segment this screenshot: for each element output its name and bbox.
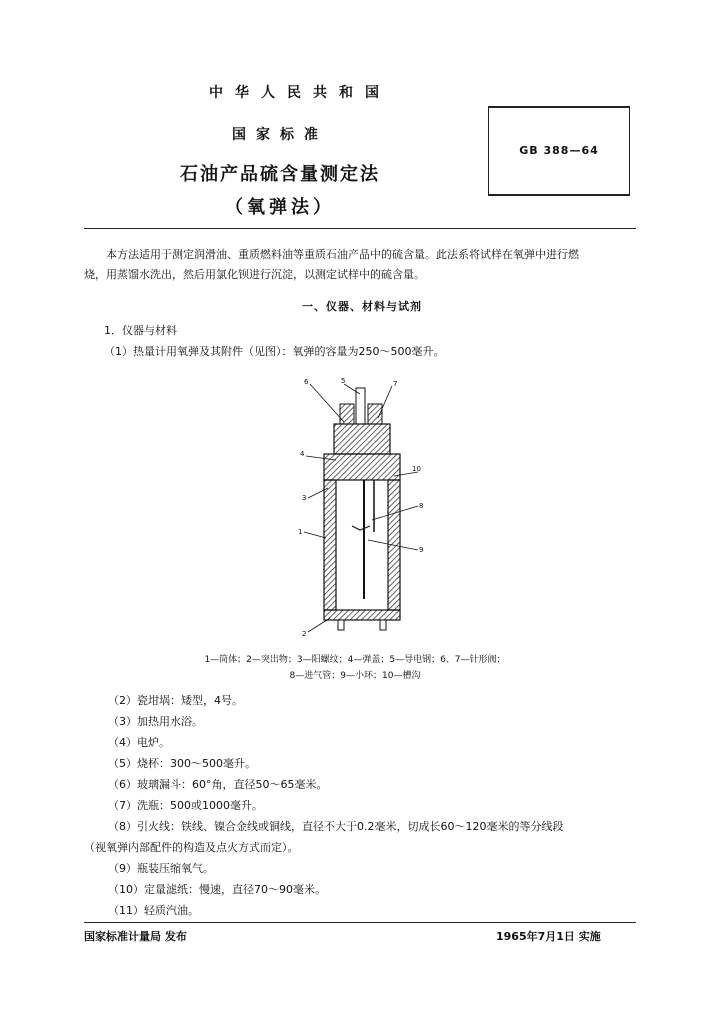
callout-2: 2 [302,630,307,638]
document-subtitle: （氧弹法） [225,197,335,218]
footer-rule [84,922,636,923]
foot-left [338,620,344,630]
item-8-continued: （视氧弹内部配件的构造及点火方式而定）。 [84,841,299,854]
callout-3: 3 [302,494,307,502]
header-rule [84,228,636,229]
item-7: （7）洗瓶：500或1000毫升。 [108,799,263,812]
bomb-cap-top [334,424,390,454]
item1-heading: 1．仪器与材料 [104,324,177,337]
document-title: 石油产品硫含量测定法 [180,164,380,185]
callout-6: 6 [304,378,309,386]
needle-valve-left [340,404,354,424]
item-4: （4）电炉。 [108,736,170,749]
figure-caption-line-2: 8—进气管；9—小环；10—槽沟 [289,671,421,681]
callout-1: 1 [298,528,303,536]
standard-code-box [488,106,630,196]
callout-5: 5 [341,377,346,385]
oxygen-bomb-diagram [290,374,440,644]
callout-9: 9 [419,546,424,554]
item-8: （8）引火线：铁线、镍合金线或铜线，直径不大于0.2毫米，切成长60～120毫米的等分线段 [108,820,564,833]
callout-4: 4 [300,450,305,458]
item-10: （10）定量滤纸：慢速，直径70～90毫米。 [108,883,326,896]
intro-paragraph-line-1: 本方法适用于测定润滑油、重质燃料油等重质石油产品中的硫含量。此法系将试样在氧弹中进行燃 [106,248,579,261]
standard-code: GB 388—64 [519,144,599,157]
bomb-cap [324,454,400,480]
foot-right [380,620,386,630]
publisher: 国家标准计量局 发布 [84,930,187,943]
effective-date: 1965年7月1日 实施 [496,930,601,943]
item-11: （11）轻质汽油。 [108,904,199,917]
callout-7: 7 [393,380,398,388]
cylinder-wall-left [324,480,336,610]
item-9: （9）瓶装压缩氧气。 [108,862,214,875]
callout-8: 8 [419,502,424,510]
electrode-rod-top [356,388,365,424]
intro-paragraph-line-2: 烧，用蒸馏水洗出，然后用氯化钡进行沉淀，以测定试样中的硫含量。 [84,268,425,281]
figure-caption-line-1: 1—筒体；2—突出物；3—阳螺纹；4—弹盖；5—导电钢；6、7—针形阀； [204,655,506,665]
fuse-wire [352,526,370,530]
item-6: （6）玻璃漏斗：60°角，直径50～65毫米。 [108,778,328,791]
cylinder-bottom [324,610,400,620]
standard-type-heading: 国家标准 [232,127,328,143]
item1-line: （1）热量计用氧弹及其附件（见图）：氧弹的容量为250～500毫升。 [104,345,445,358]
item-2: （2）瓷坩埚：矮型，4号。 [108,694,243,707]
section-title: 一、仪器、材料与试剂 [302,300,422,313]
item-5: （5）烧杯：300～500毫升。 [108,757,256,770]
item-3: （3）加热用水浴。 [108,715,203,728]
callout-10: 10 [412,465,421,473]
issuer-heading: 中华人民共和国 [209,85,391,101]
